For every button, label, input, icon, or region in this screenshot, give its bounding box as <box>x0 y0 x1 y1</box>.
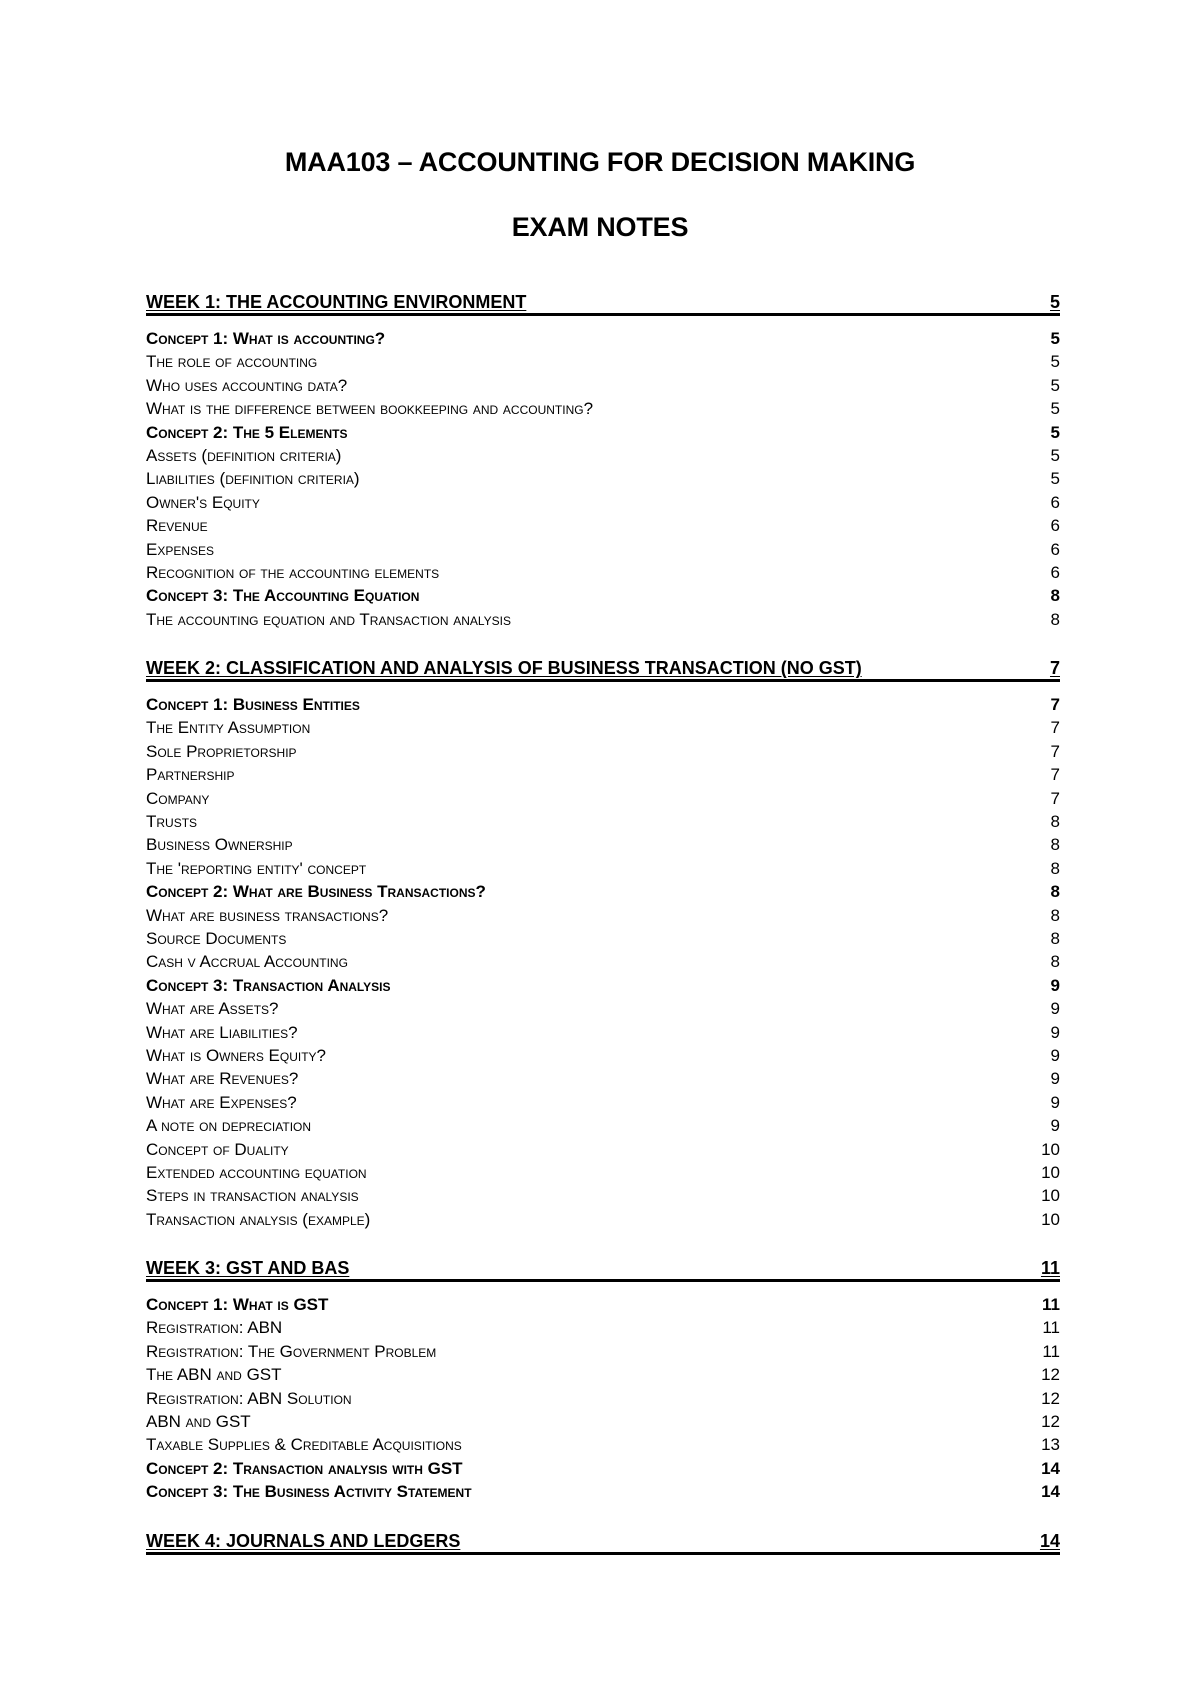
toc-entry-page-number: 10 <box>1041 1139 1060 1159</box>
toc-entry-page-number: 5 <box>1050 375 1060 395</box>
toc-week-section <box>146 1254 1060 1504</box>
toc-entry[interactable] <box>146 1091 1060 1114</box>
toc-concept-entry[interactable] <box>146 693 1060 716</box>
toc-week-heading[interactable] <box>146 1254 1060 1282</box>
toc-entry-page-number: 10 <box>1041 1186 1060 1206</box>
toc-entry-page-number: 11 <box>1042 1295 1060 1315</box>
toc-entry[interactable] <box>146 1316 1060 1339</box>
toc-entry-page-number: 5 <box>1050 469 1060 489</box>
toc-entry[interactable] <box>146 904 1060 927</box>
toc-entry-title: The accounting equation and Transaction analysis <box>146 609 512 629</box>
toc-entry-page-number: 5 <box>1050 445 1060 465</box>
toc-entry-title: Registration: ABN <box>146 1318 283 1338</box>
toc-entry-title: Concept 1: What is accounting? <box>146 329 386 348</box>
toc-entry-page-number: 5 <box>1050 329 1060 348</box>
toc-entry-list <box>146 693 1060 1231</box>
toc-entry[interactable] <box>146 1044 1060 1067</box>
toc-entry-page-number: 8 <box>1050 858 1060 878</box>
toc-entry-page-number: 11 <box>1042 1318 1060 1338</box>
toc-entry-page-number: 6 <box>1050 516 1060 536</box>
toc-entry-title: Revenue <box>146 516 208 536</box>
toc-entry-title: Registration: The Government Problem <box>146 1341 437 1361</box>
toc-entry-title: Steps in transaction analysis <box>146 1186 359 1206</box>
toc-entry[interactable] <box>146 350 1060 373</box>
toc-entry-title: Concept 1: What is GST <box>146 1295 329 1315</box>
toc-entry[interactable] <box>146 857 1060 880</box>
toc-entry-title: What is Owners Equity? <box>146 1045 327 1065</box>
toc-entry[interactable] <box>146 810 1060 833</box>
toc-entry[interactable] <box>146 833 1060 856</box>
toc-entry[interactable] <box>146 1114 1060 1137</box>
toc-entry-page-number: 12 <box>1041 1365 1060 1385</box>
toc-concept-entry[interactable] <box>146 880 1060 903</box>
toc-entry[interactable] <box>146 561 1060 584</box>
toc-entry-page-number: 10 <box>1041 1162 1060 1182</box>
toc-concept-entry[interactable] <box>146 1293 1060 1316</box>
toc-entry[interactable] <box>146 538 1060 561</box>
toc-entry[interactable] <box>146 1340 1060 1363</box>
toc-entry[interactable] <box>146 950 1060 973</box>
toc-entry[interactable] <box>146 374 1060 397</box>
toc-entry-page-number: 10 <box>1041 1209 1060 1229</box>
toc-week-title: WEEK 4: JOURNALS AND LEDGERS <box>146 1530 461 1551</box>
toc-entry-page-number: 8 <box>1050 586 1060 606</box>
toc-entry-title: What are Revenues? <box>146 1069 299 1089</box>
toc-entry-page-number: 9 <box>1050 1045 1060 1065</box>
toc-entry[interactable] <box>146 716 1060 739</box>
toc-entry[interactable] <box>146 444 1060 467</box>
toc-entry-title: Concept of Duality <box>146 1139 289 1159</box>
toc-entry-page-number: 9 <box>1050 1022 1060 1042</box>
toc-entry-title: Concept 2: What are Business Transactions? <box>146 882 486 902</box>
toc-week-section <box>146 288 1060 631</box>
toc-entry-title: Concept 3: The Business Activity Statement <box>146 1482 472 1502</box>
toc-concept-entry[interactable] <box>146 1457 1060 1480</box>
toc-entry-page-number: 6 <box>1050 562 1060 582</box>
toc-entry-page-number: 8 <box>1050 812 1060 832</box>
toc-entry-title: Liabilities (definition criteria) <box>146 469 360 489</box>
toc-entry-page-number: 13 <box>1041 1435 1060 1455</box>
toc-entry-page-number: 5 <box>1050 399 1060 419</box>
toc-entry[interactable] <box>146 1208 1060 1231</box>
toc-entry[interactable] <box>146 1433 1060 1456</box>
toc-week-section <box>146 1527 1060 1555</box>
toc-entry-page-number: 9 <box>1050 1116 1060 1136</box>
toc-entry[interactable] <box>146 467 1060 490</box>
toc-entry[interactable] <box>146 787 1060 810</box>
toc-entry-page-number: 7 <box>1050 741 1060 761</box>
toc-entry[interactable] <box>146 491 1060 514</box>
toc-entry-title: Concept 2: The 5 Elements <box>146 422 348 442</box>
toc-entry-page-number: 9 <box>1050 975 1060 995</box>
toc-entry-title: What are Expenses? <box>146 1092 297 1112</box>
toc-entry-title: The role of accounting <box>146 352 318 372</box>
toc-week-page-number: 14 <box>1039 1530 1060 1551</box>
toc-week-page-number: 7 <box>1049 658 1060 679</box>
toc-entry-page-number: 12 <box>1041 1412 1060 1432</box>
toc-entry[interactable] <box>146 1067 1060 1090</box>
toc-entry[interactable] <box>146 397 1060 420</box>
toc-entry-title: What are Liabilities? <box>146 1022 298 1042</box>
toc-entry-title: ABN and GST <box>146 1412 251 1432</box>
toc-week-page-number: 11 <box>1040 1258 1060 1279</box>
toc-entry-title: Concept 3: Transaction Analysis <box>146 975 391 995</box>
toc-entry[interactable] <box>146 1021 1060 1044</box>
toc-entry-page-number: 9 <box>1050 1092 1060 1112</box>
toc-week-title: WEEK 3: GST AND BAS <box>146 1258 350 1279</box>
toc-entry-page-number: 5 <box>1050 422 1060 442</box>
toc-entry-page-number: 8 <box>1050 952 1060 972</box>
toc-entry-page-number: 7 <box>1050 718 1060 738</box>
toc-entry-title: Partnership <box>146 765 235 785</box>
toc-entry-page-number: 7 <box>1050 788 1060 808</box>
toc-entry-page-number: 6 <box>1050 539 1060 559</box>
toc-concept-entry[interactable] <box>146 974 1060 997</box>
toc-concept-entry[interactable] <box>146 584 1060 607</box>
toc-entry[interactable] <box>146 997 1060 1020</box>
toc-entry[interactable] <box>146 1387 1060 1410</box>
table-of-contents <box>146 288 1060 1555</box>
toc-entry-list <box>146 1293 1060 1504</box>
toc-entry-title: What is the difference between bookkeeping and accounting? <box>146 399 594 419</box>
toc-entry-list <box>146 327 1060 631</box>
toc-entry[interactable] <box>146 1161 1060 1184</box>
toc-concept-entry[interactable] <box>146 1480 1060 1503</box>
toc-entry-title: The ABN and GST <box>146 1365 282 1385</box>
toc-entry-title: Cash v Accrual Accounting <box>146 952 348 972</box>
toc-entry-title: Taxable Supplies & Creditable Acquisitions <box>146 1435 462 1455</box>
toc-entry-title: Business Ownership <box>146 835 293 855</box>
toc-entry-title: The 'reporting entity' concept <box>146 858 367 878</box>
toc-entry-title: A note on depreciation <box>146 1116 312 1136</box>
toc-entry-page-number: 8 <box>1050 835 1060 855</box>
toc-entry-title: Assets (definition criteria) <box>146 445 342 465</box>
toc-entry-page-number: 8 <box>1050 905 1060 925</box>
toc-week-heading[interactable] <box>146 288 1060 316</box>
toc-entry-title: Owner's Equity <box>146 492 260 512</box>
toc-entry-page-number: 6 <box>1050 492 1060 512</box>
toc-entry[interactable] <box>146 1410 1060 1433</box>
toc-entry[interactable] <box>146 1138 1060 1161</box>
toc-entry-title: Transaction analysis (example) <box>146 1209 371 1229</box>
toc-entry-title: Trusts <box>146 812 198 832</box>
toc-week-heading[interactable] <box>146 654 1060 682</box>
toc-entry-title: Extended accounting equation <box>146 1162 367 1182</box>
toc-entry-page-number: 9 <box>1050 999 1060 1019</box>
toc-entry-title: What are Assets? <box>146 999 279 1019</box>
toc-entry-title: Company <box>146 788 210 808</box>
toc-week-title: WEEK 2: CLASSIFICATION AND ANALYSIS OF BUSINESS TRANSACTION (NO GST) <box>146 658 862 679</box>
toc-entry-page-number: 8 <box>1050 882 1060 902</box>
toc-entry-title: Expenses <box>146 539 215 559</box>
toc-entry-page-number: 8 <box>1050 928 1060 948</box>
toc-concept-entry[interactable] <box>146 421 1060 444</box>
toc-entry-title: The Entity Assumption <box>146 718 311 738</box>
toc-entry[interactable] <box>146 740 1060 763</box>
toc-entry-page-number: 7 <box>1050 765 1060 785</box>
toc-week-title: WEEK 1: THE ACCOUNTING ENVIRONMENT <box>146 292 527 312</box>
toc-entry-page-number: 14 <box>1041 1458 1060 1478</box>
toc-week-section <box>146 654 1060 1231</box>
toc-week-page-number: 5 <box>1049 292 1060 312</box>
toc-entry[interactable] <box>146 608 1060 631</box>
toc-entry[interactable] <box>146 514 1060 537</box>
toc-entry-title: Recognition of the accounting elements <box>146 562 440 582</box>
toc-entry[interactable] <box>146 1184 1060 1207</box>
toc-entry-title: Registration: ABN Solution <box>146 1388 352 1408</box>
toc-entry-title: Who uses accounting data? <box>146 375 348 395</box>
toc-entry-title: Concept 3: The Accounting Equation <box>146 586 420 606</box>
toc-entry-title: Concept 1: Business Entities <box>146 695 360 715</box>
toc-concept-entry[interactable] <box>146 327 1060 350</box>
toc-entry-page-number: 14 <box>1041 1482 1060 1502</box>
toc-entry-title: What are business transactions? <box>146 905 389 925</box>
toc-entry[interactable] <box>146 1363 1060 1386</box>
toc-entry-page-number: 9 <box>1050 1069 1060 1089</box>
document-title: MAA103 – ACCOUNTING FOR DECISION MAKING <box>284 147 916 177</box>
toc-entry-title: Sole Proprietorship <box>146 741 297 761</box>
toc-entry-page-number: 11 <box>1042 1341 1060 1361</box>
document-subtitle: EXAM NOTES <box>511 212 689 242</box>
toc-entry-page-number: 12 <box>1041 1388 1060 1408</box>
toc-entry[interactable] <box>146 927 1060 950</box>
toc-entry[interactable] <box>146 763 1060 786</box>
toc-entry-page-number: 5 <box>1050 352 1060 372</box>
toc-entry-page-number: 8 <box>1050 609 1060 629</box>
toc-entry-page-number: 7 <box>1050 695 1060 715</box>
toc-entry-title: Source Documents <box>146 928 287 948</box>
toc-week-heading[interactable] <box>146 1527 1060 1555</box>
toc-entry-title: Concept 2: Transaction analysis with GST <box>146 1458 463 1478</box>
